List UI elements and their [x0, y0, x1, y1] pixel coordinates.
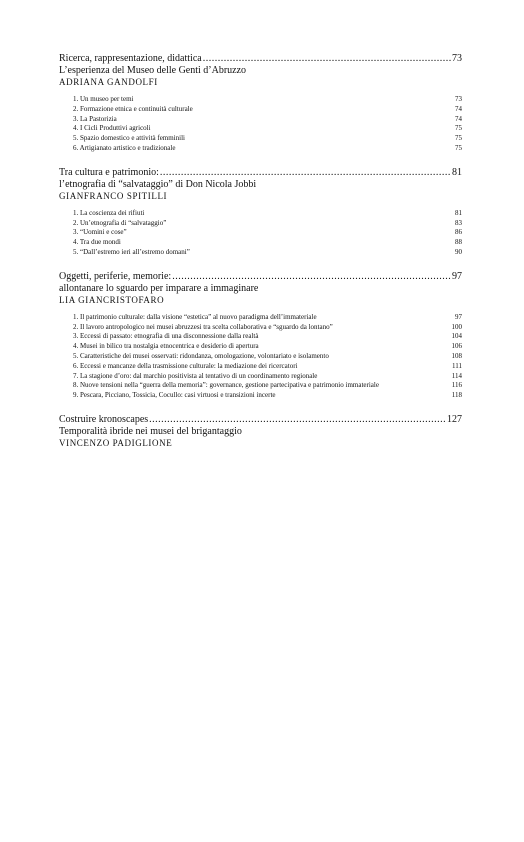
subsection-page-number: 81 [455, 208, 462, 217]
subsection-page-number: 74 [455, 104, 462, 113]
subsection-page-number: 111 [452, 361, 462, 370]
section-title: Tra cultura e patrimonio: [59, 166, 159, 178]
section-page-number: 81 [452, 166, 462, 178]
subsection-title: 4. Tra due mondi [73, 238, 121, 247]
subsection-page-number: 108 [451, 351, 462, 360]
subsection-title: 5. “Dall’estremo ieri all’estremo domani” [73, 247, 190, 256]
section-title: Oggetti, periferie, memorie: [59, 270, 172, 282]
subsection-item [73, 144, 462, 154]
section-heading [59, 53, 462, 65]
subsection-item [73, 323, 462, 333]
dot-leader [172, 271, 451, 283]
subsection-item [73, 248, 462, 258]
subsection-title: 9. Pescara, Picciano, Tossicia, Cocullo: casi virtuosi e transizioni incerte [73, 391, 276, 400]
toc-section [59, 167, 462, 258]
section-subtitle: l’etnografia di “salvataggio” di Don Nicola Jobbi [59, 178, 257, 190]
section-page-number: 73 [452, 53, 462, 64]
section-page-number: 127 [447, 413, 462, 425]
subsection-item [73, 362, 462, 372]
subsection-title: 3. “Uomini e cose” [73, 228, 127, 237]
subsection-page-number: 118 [451, 391, 462, 400]
subsection-title: 3. La Pastorizia [73, 114, 117, 123]
subsection-item [73, 238, 462, 248]
dot-leader [160, 167, 451, 179]
subsection-page-number: 114 [451, 371, 462, 380]
subsection-list [59, 313, 462, 401]
subsection-item [73, 124, 462, 134]
subsection-item [73, 372, 462, 382]
subsection-title: 8. Nuove tensioni nella “guerra della memoria”: governance, gestione partecipativa e patrimonio immateriale [73, 381, 379, 390]
subsection-page-number: 74 [455, 114, 462, 123]
subsection-title: 1. Il patrimonio culturale: dalla visione “estetica” al nuovo paradigma dell’immateriale [73, 312, 317, 321]
subsection-item [73, 342, 462, 352]
subsection-page-number: 75 [455, 143, 462, 152]
subsection-title: 2. Il lavoro antropologico nei musei abruzzesi tra scelta collaborativa e “sguardo da lontano” [73, 322, 333, 331]
subsection-title: 1. Un museo per temi [73, 95, 134, 103]
subsection-page-number: 86 [455, 228, 462, 237]
subsection-list [59, 95, 462, 154]
subsection-title: 2. Un’etnografia di “salvataggio” [73, 218, 167, 227]
subsection-title: 4. I Cicli Produttivi agricoli [73, 124, 151, 133]
subsection-page-number: 75 [455, 134, 462, 143]
subsection-page-number: 106 [451, 342, 462, 351]
subsection-title: 5. Spazio domestico e attività femminili [73, 134, 185, 143]
section-title: Costruire kronoscapes [59, 413, 149, 425]
subsection-page-number: 116 [451, 381, 462, 390]
section-author: ADRIANA GANDOLFI [59, 77, 158, 87]
subsection-title: 1. La coscienza dei rifiuti [73, 208, 145, 217]
subsection-item [73, 134, 462, 144]
subsection-list [59, 209, 462, 258]
toc-section [59, 271, 462, 401]
subsection-title: 5. Caratteristiche dei musei osservati: ridondanza, omologazione, volontariato e isolamento [73, 351, 329, 360]
subsection-title: 6. Artigianato artistico e tradizionale [73, 143, 176, 152]
subsection-item [73, 332, 462, 342]
subsection-item [73, 219, 462, 229]
subsection-title: 2. Formazione etnica e continuità culturale [73, 104, 193, 113]
subsection-item [73, 381, 462, 391]
subsection-title: 4. Musei in bilico tra nostalgia etnocentrica e desiderio di apertura [73, 342, 259, 351]
section-author: VINCENZO PADIGLIONE [59, 437, 173, 448]
table-of-contents [59, 53, 462, 462]
subsection-page-number: 100 [451, 322, 462, 331]
section-page-number: 97 [452, 270, 462, 282]
subsection-page-number: 83 [455, 218, 462, 227]
dot-leader [149, 414, 446, 426]
toc-section [59, 414, 462, 449]
section-heading [59, 271, 462, 283]
section-title: Ricerca, rappresentazione, didattica [59, 53, 202, 64]
subsection-item [73, 115, 462, 125]
section-heading [59, 167, 462, 179]
subsection-page-number: 97 [455, 312, 462, 321]
subsection-page-number: 90 [455, 247, 462, 256]
section-heading [59, 414, 462, 426]
subsection-item [73, 95, 462, 105]
subsection-item [73, 209, 462, 219]
subsection-page-number: 75 [455, 124, 462, 133]
section-author: LIA GIANCRISTOFARO [59, 294, 165, 305]
subsection-item [73, 105, 462, 115]
subsection-page-number: 104 [451, 332, 462, 341]
subsection-item [73, 391, 462, 401]
section-subtitle: L’esperienza del Museo delle Genti d’Abruzzo [59, 65, 247, 76]
section-author: GIANFRANCO SPITILLI [59, 190, 168, 201]
toc-section [59, 53, 462, 154]
subsection-item [73, 228, 462, 238]
subsection-page-number: 73 [455, 95, 462, 103]
dot-leader [203, 53, 451, 65]
subsection-title: 7. La stagione d’oro: dal marchio positivista al tentativo di un coordinamento regionale [73, 371, 318, 380]
subsection-title: 6. Eccessi e mancanze della trasmissione culturale: la mediazione dei ricercatori [73, 361, 298, 370]
subsection-page-number: 88 [455, 238, 462, 247]
subsection-item [73, 313, 462, 323]
subsection-title: 3. Eccessi di passato: etnografia di una disconnessione dalla realtà [73, 332, 259, 341]
subsection-item [73, 352, 462, 362]
section-subtitle: allontanare lo sguardo per imparare a immaginare [59, 282, 259, 294]
section-subtitle: Temporalità ibride nei musei del brigantaggio [59, 425, 242, 437]
